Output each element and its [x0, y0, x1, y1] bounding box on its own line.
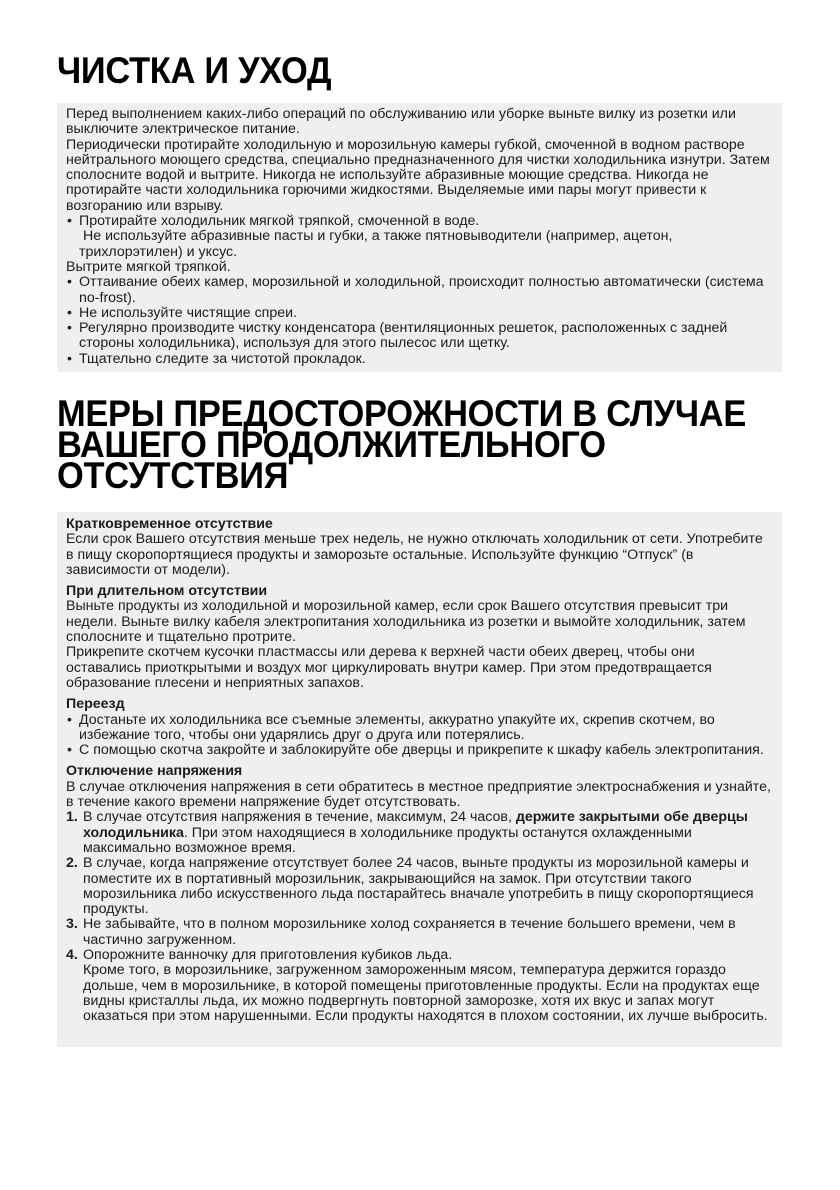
subheading-power-off: Отключение напряжения — [66, 763, 243, 780]
numbered-item: 3. Не забывайте, что в полном морозильнике холод сохраняется в течение большего времени, чем в частично загруженном. — [66, 916, 736, 948]
section-title-absence: МЕРЫ ПРЕДОСТОРОЖНОСТИ В СЛУЧАЕ ВАШЕГО ПРОДОЛЖИТЕЛЬНОГО ОТСУТСТВИЯ — [57, 393, 747, 496]
list-item: • С помощью скотча закройте и заблокируйте обе дверцы и прикрепите к шкафу кабель электропитания. — [66, 743, 772, 758]
list-item: • Не используйте чистящие спреи. — [66, 306, 772, 321]
intro-paragraph-periodic-cleaning: Периодически протирайте холодильную и морозильную камеры губкой, смоченной в водном растворе нейтрального моющего средства, специально предназначенного для чистки холодильника изнутри. Затем сполосните водой и вытрите. Никогда не используйте абразивные моющие средства. Никогда не протирайте части холодильника горючими жидкостями. Выделяемые ими пары могут привести к возгоранию или взрыву. — [66, 136, 770, 214]
numbered-item: 1. В случае отсутствия напряжения в течение, максимум, 24 часов, держите закрытыми обе дверцы холодильника. При этом находящиеся в холодильнике продукты останутся охлажденными максимально возможное время. — [66, 809, 748, 856]
list-item: • Регулярно производите чистку конденсатора (вентиляционных решеток, расположенных с задней стороны холодильника), используя для этого пылесос или щетку. — [66, 321, 772, 352]
list-item-continuation: Не используйте абразивные пасты и губки, а также пятновыводители (например, ацетон, трихлорэтилен) и уксус. — [79, 228, 673, 260]
short-absence-text: Если срок Вашего отсутствия меньше трех недель, не нужно отключать холодильник от сети. Употребите в пищу скоропортящиеся продукты и заморозьте остальные. Используйте функцию “Отпуск” (в зависимости от модели). — [66, 531, 763, 578]
item-number: 2. — [66, 855, 78, 872]
item-number: 4. — [66, 947, 78, 964]
emphasis-keep-doors-closed: держите закрытыми обе дверцы холодильника — [83, 809, 748, 841]
subheading-short-absence: Кратковременное отсутствие — [66, 516, 273, 532]
list-item: • Достаньте их холодильника все съемные элементы, аккуратно упакуйте их, скрепив скотчем, во избежание того, чтобы они ударялись друг о друга или потерялись. — [66, 713, 772, 744]
subheading-moving: Переезд — [66, 696, 125, 713]
numbered-item: 4. Опорожните ванночку для приготовления кубиков льда. Кроме того, в морозильнике, загруженном замороженным мясом, температура держится гораздо дольше, чем в морозильнике, в которой помещены приготовленные продукты. Если на продуктах еще видны кристаллы льда, их можно подвергнуть повторной заморозке, хотя их вкус и запах могут оказаться при этом нарушенными. Если продукты находятся в плохом состоянии, их лучше выбросить. — [66, 947, 768, 1025]
cleaning-bullets-b — [66, 275, 772, 367]
subheading-long-absence: При длительном отсутствии — [66, 583, 268, 600]
list-item: • Оттаивание обеих камер, морозильной и холодильной, происходит полностью автоматически (система no-frost). — [66, 275, 772, 306]
section-title-cleaning: ЧИСТКА И УХОД — [57, 50, 332, 91]
list-item: • Протирайте холодильник мягкой тряпкой, смоченной в воде. Не используйте абразивные пасты и губки, а также пятновыводители (например, ацетон, трихлорэтилен) и уксус. — [66, 214, 772, 260]
power-off-text: В случае отключения напряжения в сети обратитесь в местное предприятие электроснабжения и узнайте, в течение какого времени напряжение будет отсутствовать. — [66, 778, 771, 811]
long-absence-text-1: Выньте продукты из холодильной и морозильной камер, если срок Вашего отсутствия превысит три недели. Выньте вилку кабеля электропитания холодильника из розетки и вымойте холодильник, затем сполосните и тщательно протрите. — [66, 598, 746, 646]
wipe-instruction: Вытрите мягкой тряпкой. — [66, 258, 231, 275]
item-extra-text: Кроме того, в морозильнике, загруженном замороженным мясом, температура держится гораздо дольше, чем в морозильнике, в которой помещены приготовленные продукты. Если на продуктах еще видны кристаллы льда, их можно подвергнуть повторной заморозке, хотя их вкус и запах могут оказаться при этом нарушенными. Если продукты находятся в плохом состоянии, их лучше выбросить. — [83, 962, 768, 1025]
cleaning-instructions-box — [57, 103, 782, 372]
numbered-item: 2. В случае, когда напряжение отсутствует более 24 часов, выньте продукты из морозильной камеры и поместите их в портативный морозильник, закрывающийся на замок. При отсутствии такого морозильника либо искусственного льда постарайтесь вначале употребить в пищу скоропортящиеся продукты. — [66, 855, 754, 918]
absence-instructions-box — [57, 512, 782, 1047]
intro-paragraph-unplug: Перед выполнением каких-либо операций по обслуживанию или уборке выньте вилку из розетки или выключите электрическое питание. — [66, 106, 736, 138]
list-item: • Тщательно следите за чистотой прокладок. — [66, 352, 772, 367]
long-absence-text-2: Прикрепите скотчем кусочки пластмассы или дерева к верхней части обеих дверец, чтобы они оставались приоткрытыми и воздух мог циркулировать внутри камер. При этом предотвращается образование плесени и неприятных запахов. — [66, 644, 712, 691]
cleaning-bullets-a — [66, 214, 772, 260]
item-number: 3. — [66, 916, 78, 933]
power-off-steps — [66, 810, 772, 1024]
moving-bullets — [66, 713, 772, 759]
item-number: 1. — [66, 809, 78, 826]
